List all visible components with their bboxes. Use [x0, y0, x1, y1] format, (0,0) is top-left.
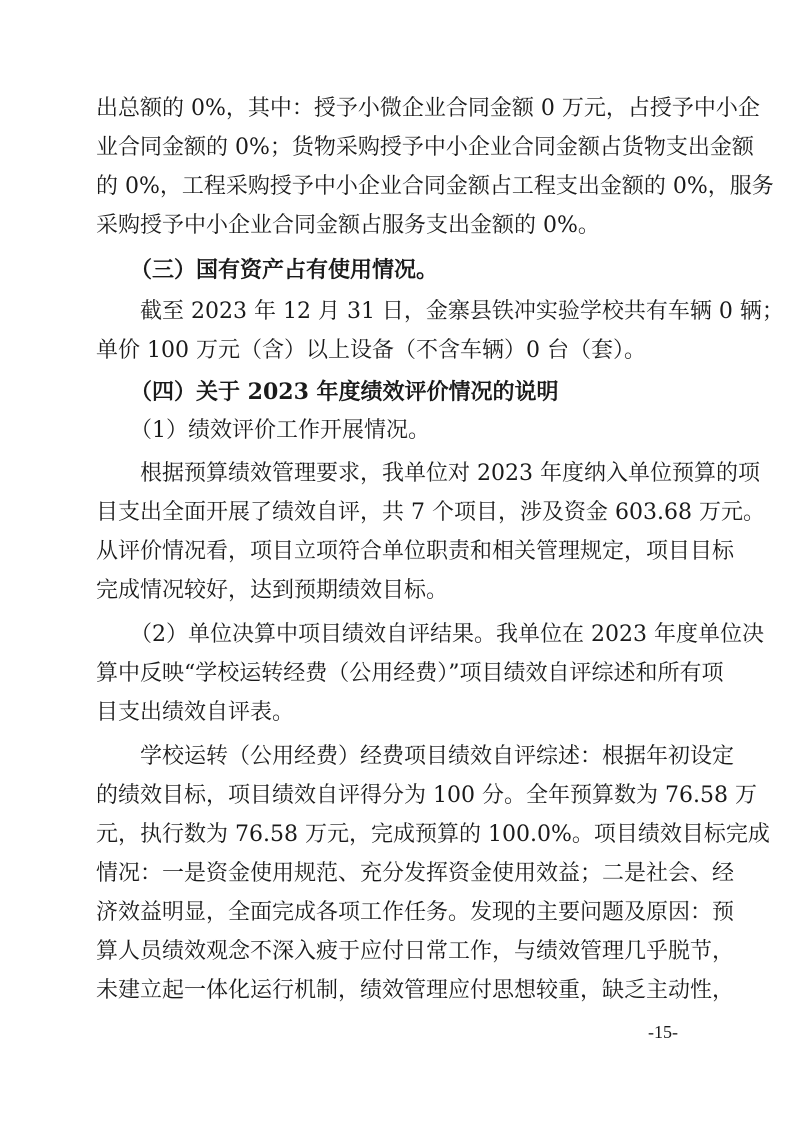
paragraph-line: 学校运转（公用经费）经费项目绩效自评综述：根据年初设定 [140, 744, 735, 769]
paragraph-line: 根据预算绩效管理要求，我单位对 2023 年度纳入单位预算的项 [140, 461, 760, 486]
paragraph-line: 算人员绩效观念不深入疲于应付日常工作，与绩效管理几乎脱节， [96, 939, 735, 964]
paragraph-line: 元，执行数为 76.58 万元，完成预算的 100.0%。项目绩效目标完成 [96, 822, 770, 847]
paragraph-line: 目支出绩效自评表。 [96, 700, 295, 725]
paragraph-line: 采购授予中小企业合同金额占服务支出金额的 0%。 [96, 213, 600, 238]
paragraph-line: 的绩效目标，项目绩效自评得分为 100 分。全年预算数为 76.58 万 [96, 783, 757, 808]
paragraph-line: 出总额的 0%，其中：授予小微企业合同金额 0 万元，占授予中小企 [96, 96, 760, 121]
paragraph-line: 未建立起一体化运行机制，绩效管理应付思想较重，缺乏主动性， [96, 978, 735, 1003]
page-number: -15- [648, 1022, 678, 1042]
section-heading: （四）关于 2023 年度绩效评价情况的说明 [130, 379, 559, 405]
paragraph-line: 截至 2023 年 12 月 31 日，金寨县铁冲实验学校共有车辆 0 辆； [140, 299, 784, 324]
paragraph-line: 济效益明显，全面完成各项工作任务。发现的主要问题及原因：预 [96, 900, 735, 925]
paragraph-line: 单价 100 万元（含）以上设备（不含车辆）0 台（套）。 [96, 338, 646, 363]
paragraph-line: 完成情况较好，达到预期绩效目标。 [96, 578, 449, 603]
paragraph-line: 从评价情况看，项目立项符合单位职责和相关管理规定，项目目标 [96, 539, 735, 564]
paragraph-line: 的 0%，工程采购授予中小企业合同金额占工程支出金额的 0%，服务 [96, 174, 774, 199]
paragraph-line: （2）单位决算中项目绩效自评结果。我单位在 2023 年度单位决 [130, 622, 764, 647]
section-heading: （三）国有资产占有使用情况。 [130, 257, 439, 283]
paragraph-line: 业合同金额的 0%；货物采购授予中小企业合同金额占货物支出金额 [96, 135, 754, 160]
paragraph-line: 算中反映“学校运转经费（公用经费）”项目绩效自评综述和所有项 [96, 661, 724, 686]
paragraph-line: 情况：一是资金使用规范、充分发挥资金使用效益；二是社会、经 [96, 861, 735, 886]
subsection-heading: （1）绩效评价工作开展情况。 [130, 418, 430, 443]
paragraph-line: 目支出全面开展了绩效自评，共 7 个项目，涉及资金 603.68 万元。 [96, 500, 765, 525]
